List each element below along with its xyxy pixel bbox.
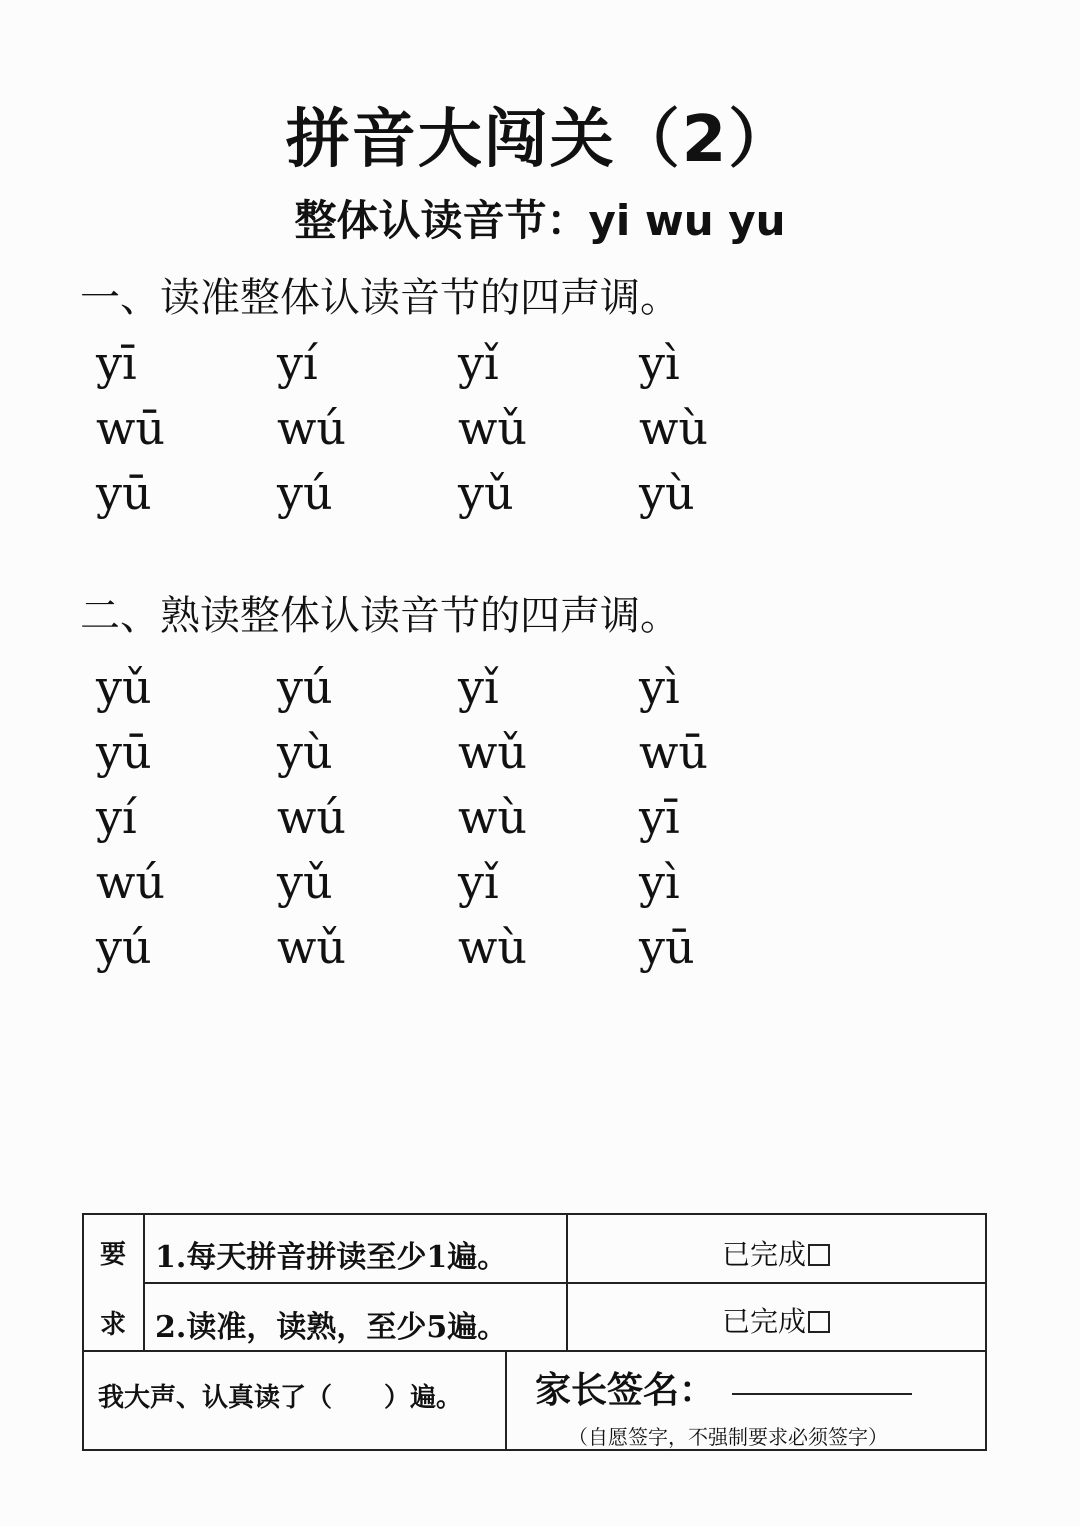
syllable: yī	[639, 790, 680, 844]
syllable: wú	[277, 790, 346, 844]
completed-item-1	[722, 1233, 830, 1273]
syllable: wū	[96, 401, 165, 455]
completed-label: 已完成	[722, 1305, 807, 1338]
syllable: yú	[96, 920, 152, 974]
completed-item-2	[722, 1300, 830, 1340]
read-times-text: 我大声、认真读了（ ）遍。	[98, 1383, 463, 1413]
syllable: yǔ	[277, 855, 333, 909]
completed-checkbox[interactable]	[808, 1244, 830, 1266]
syllable: wù	[458, 790, 527, 844]
syllable: wū	[639, 725, 708, 779]
syllable: yǐ	[458, 855, 499, 909]
syllable: yū	[639, 920, 695, 974]
syllable: yú	[277, 660, 333, 714]
syllable: yí	[277, 336, 318, 390]
syllable: yǔ	[96, 660, 152, 714]
syllable: wǔ	[458, 401, 527, 455]
syllable: yí	[96, 790, 137, 844]
table-divider	[84, 1350, 987, 1352]
syllable: wǔ	[277, 920, 346, 974]
syllable: yù	[277, 725, 333, 779]
table-divider	[505, 1350, 507, 1451]
syllable: wù	[458, 920, 527, 974]
completed-checkbox[interactable]	[808, 1311, 830, 1333]
section-2-heading: 二、熟读整体认读音节的四声调。	[80, 593, 680, 639]
parent-signature-line[interactable]	[732, 1393, 912, 1395]
syllable: yǔ	[458, 466, 514, 520]
requirement-label-char-1: 要	[100, 1240, 127, 1270]
syllable: yì	[639, 336, 680, 390]
syllable: yì	[639, 660, 680, 714]
syllable: yī	[96, 336, 137, 390]
syllable: yū	[96, 725, 152, 779]
requirement-2-text: 2.读准，读熟，至少5遍。	[155, 1310, 508, 1345]
syllable: yù	[639, 466, 695, 520]
requirement-label-char-2: 求	[100, 1310, 127, 1340]
syllable: yú	[277, 466, 333, 520]
syllable: yì	[639, 855, 680, 909]
page-subtitle: 整体认读音节：yi wu yu	[294, 196, 786, 245]
signature-note: （自愿签字，不强制要求必须签字）	[568, 1425, 888, 1449]
section-1-heading: 一、读准整体认读音节的四声调。	[80, 275, 680, 321]
syllable: wù	[639, 401, 708, 455]
syllable: yū	[96, 466, 152, 520]
parent-signature-label: 家长签名：	[535, 1369, 716, 1411]
requirement-1-text: 1.每天拼音拼读至少1遍。	[155, 1240, 508, 1275]
page-title: 拼音大闯关（2）	[285, 103, 795, 177]
table-divider	[143, 1282, 987, 1284]
syllable: wú	[96, 855, 165, 909]
syllable: wú	[277, 401, 346, 455]
syllable: yǐ	[458, 336, 499, 390]
syllable: wǔ	[458, 725, 527, 779]
completed-label: 已完成	[722, 1238, 807, 1271]
syllable: yǐ	[458, 660, 499, 714]
